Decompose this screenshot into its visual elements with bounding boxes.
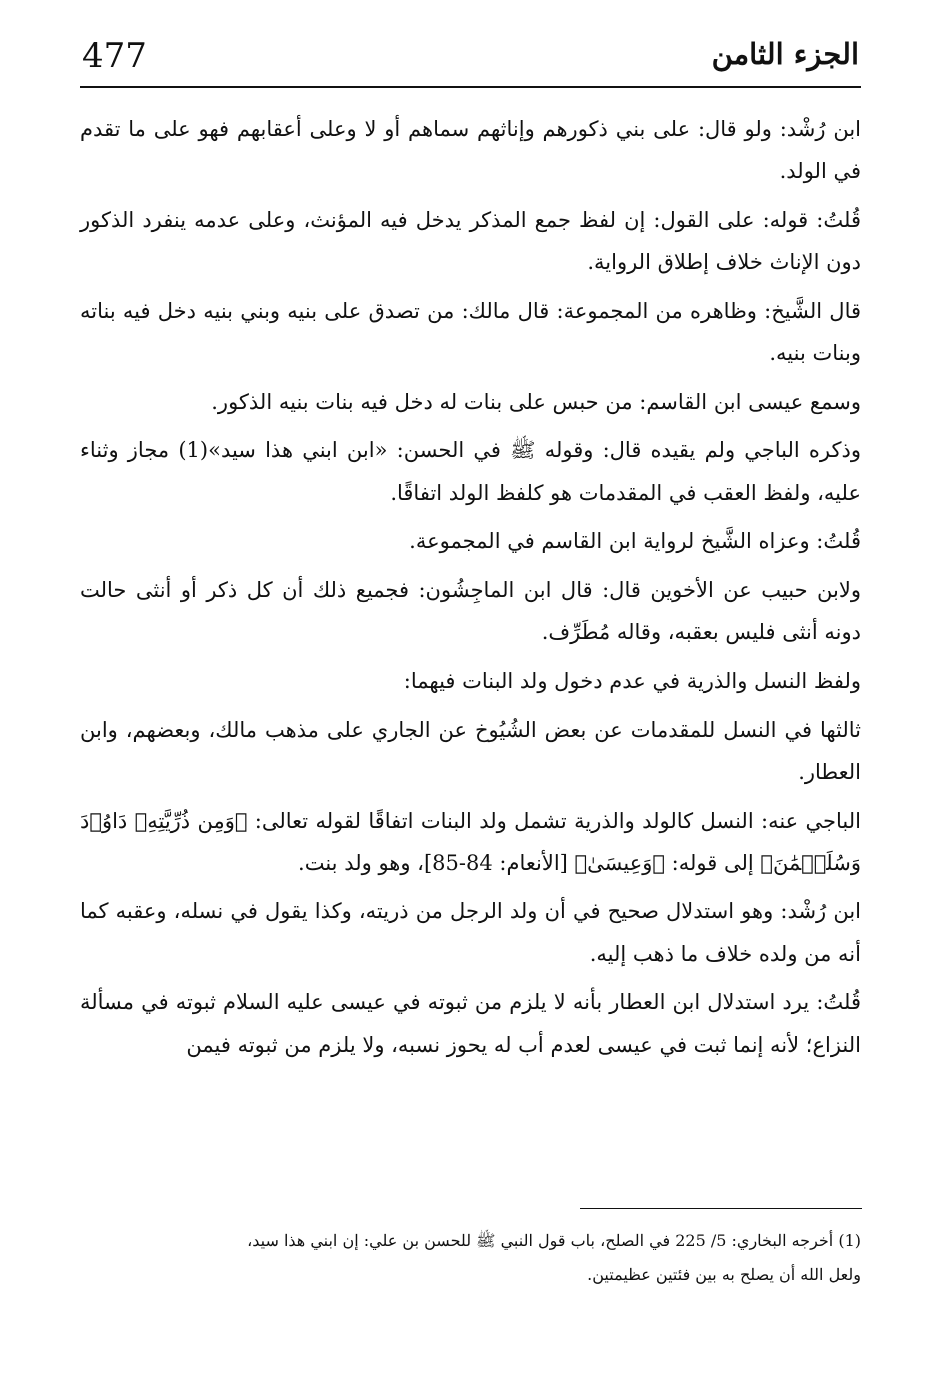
page-number: 477	[82, 36, 147, 76]
paragraph: قُلتُ: يرد استدلال ابن العطار بأنه لا يلزم من ثبوته في عيسى عليه السلام ثبوته في مسألة النزاع؛ لأنه إنما ثبت في عيسى لعدم أب له يحوز نسبه، ولا يلزم من ثبوته فيمن	[80, 990, 861, 1057]
footnote-rule	[580, 1208, 862, 1209]
paragraph: قُلتُ: قوله: على القول: إن لفظ جمع المذكر يدخل فيه المؤنث، وعلى عدمه ينفرد الذكور دون الإناث خلاف إطلاق الرواية.	[80, 207, 861, 275]
main-text	[80, 108, 861, 1072]
footnote-line: ولعل الله أن يصلح به بين فئتين عظيمتين.	[587, 1265, 861, 1284]
running-head: الجزء الثامن	[711, 37, 859, 71]
paragraph: ابن رُشْد: وهو استدلال صحيح في أن ولد الرجل من ذريته، وكذا يقول في نسله، وعقبه كما أنه من ولده خلاف ما ذهب إليه.	[80, 899, 861, 966]
paragraph: قال الشَّيخ: وظاهره من المجموعة: قال مالك: من تصدق على بنيه وبني بنيه دخل فيه بناته وبنات بنيه.	[80, 298, 861, 366]
paragraph: ولابن حبيب عن الأخوين قال: قال ابن الماجِشُون: فجميع ذلك أن كل ذكر أو أنثى حالت دونه أنثى فليس بعقبه، وقاله مُطَرِّف.	[80, 578, 861, 645]
footnote	[80, 1224, 861, 1292]
paragraph: قُلتُ: وعزاه الشَّيخ لرواية ابن القاسم في المجموعة.	[409, 529, 861, 554]
paragraph: ثالثها في النسل للمقدمات عن بعض الشُيُوخ عن الجاري على مذهب مالك، وبعضهم، وابن العطار.	[80, 717, 861, 784]
header-rule	[80, 86, 861, 88]
paragraph: الباجي عنه: النسل كالولد والذرية تشمل ولد البنات اتفاقًا لقوله تعالى: ﴿وَمِن ذُرِّيَّتِهِۦ دَاوُۥدَ وَسُلَيۡمَٰنَ﴾ إلى قوله: ﴿وَعِيسَىٰ﴾ [الأنعام: 84-85]، وهو ولد بنت.	[80, 808, 861, 875]
paragraph: ابن رُشْد: ولو قال: على بني ذكورهم وإناثهم سماهم أو لا وعلى أعقابهم فهو على ما تقدم في الولد.	[80, 117, 861, 184]
page-header	[80, 30, 861, 92]
paragraph: وذكره الباجي ولم يقيده قال: وقوله ﷺ في الحسن: «ابن ابني هذا سيد»(1) مجاز وثناء عليه، ولفظ العقب في المقدمات هو كلفظ الولد اتفاقًا.	[80, 438, 861, 505]
paragraph: وسمع عيسى ابن القاسم: من حبس على بنات له دخل فيه بنات بنيه الذكور.	[211, 389, 861, 414]
paragraph: ولفظ النسل والذرية في عدم دخول ولد البنات فيهما:	[403, 668, 861, 693]
footnote-line: (1) أخرجه البخاري: 5/ 225 في الصلح، باب قول النبي ﷺ للحسن بن علي: إن ابني هذا سيد،	[247, 1231, 861, 1250]
